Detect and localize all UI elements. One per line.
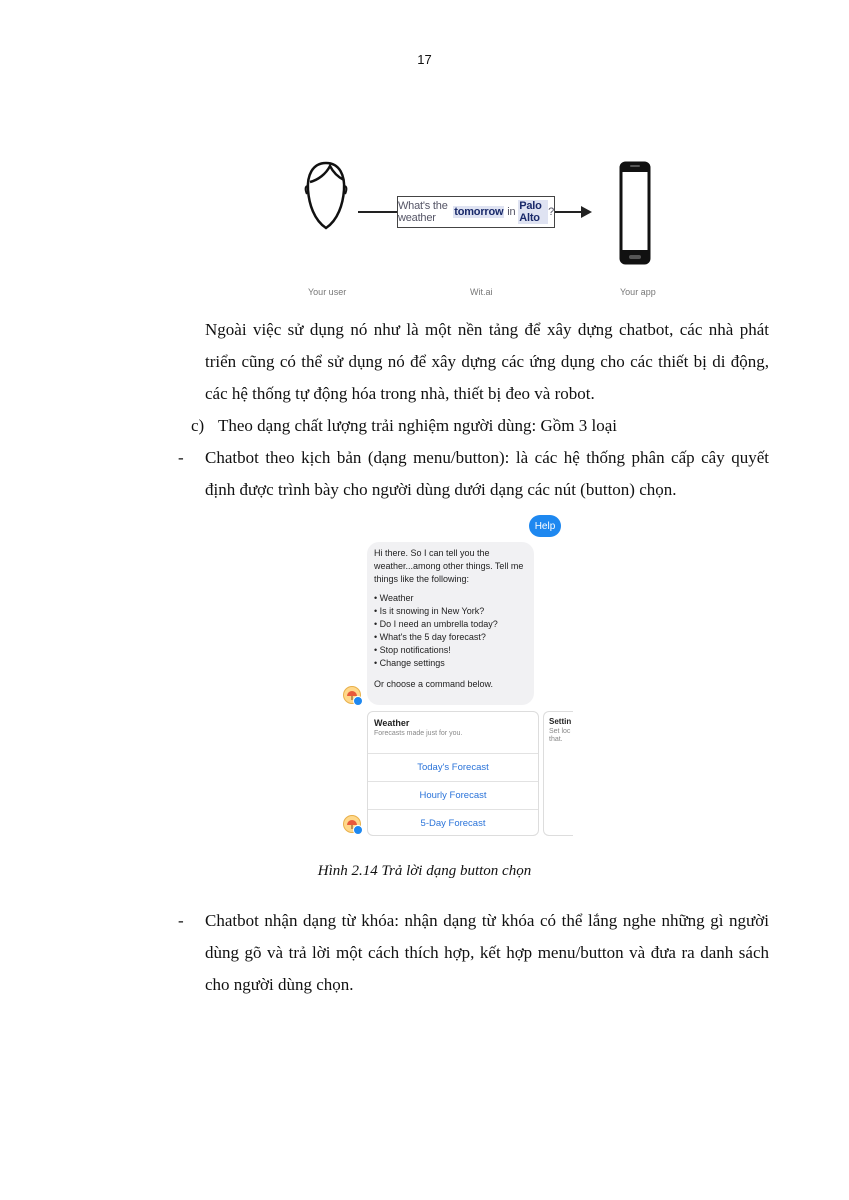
hourly-forecast-button[interactable]: Hourly Forecast <box>368 782 538 810</box>
list-item: • Weather <box>374 592 527 605</box>
five-day-forecast-button[interactable]: 5-Day Forecast <box>420 818 486 829</box>
user-head-icon <box>304 160 348 232</box>
page-number: 17 <box>417 52 432 67</box>
list-item-c-marker: c) <box>191 416 205 435</box>
bullet-2-text: Chatbot nhận dạng từ khóa: nhận dạng từ khóa có thể lắng nghe những gì người dùng gõ và trả lời một cách thích hợp, kết hợp menu/button và đưa ra danh sách cho người dùng chọn. <box>205 911 769 994</box>
bullet-1-text: Chatbot theo kịch bản (dạng menu/button): là các hệ thống phân cấp cây quyết định được trình bày cho người dùng dưới dạng các nút (button) chọn. <box>205 448 769 499</box>
bot-options-list <box>374 592 527 670</box>
query-suffix: ? <box>548 206 554 218</box>
arrow-right-icon <box>555 205 593 219</box>
figure-caption: Hình 2.14 Trả lời dạng button chọn <box>317 863 532 879</box>
query-prefix: What's the weather <box>398 200 448 224</box>
label-wit-ai: Wit.ai <box>470 287 493 297</box>
query-box <box>397 196 555 228</box>
bot-avatar-icon <box>343 815 361 833</box>
query-in: in <box>504 206 519 218</box>
arrow-line <box>358 205 398 219</box>
list-item: • What's the 5 day forecast? <box>374 631 527 644</box>
bullet-2-marker: - <box>178 911 184 930</box>
paragraph-intro: Ngoài việc sử dụng nó như là một nền tảng để xây dựng chatbot, các nhà phát triển cũng có thể sử dụng nó để xây dựng các ứng dụng cho các thiết bị di động, các hệ thống tự động hóa trong nhà, thiết bị đeo và robot. <box>205 320 769 403</box>
card-header <box>368 712 538 754</box>
list-item: • Do I need an umbrella today? <box>374 618 527 631</box>
bot-avatar-icon <box>343 686 361 704</box>
query-time-entity: tomorrow <box>454 206 504 218</box>
query-place-entity: Palo Alto <box>518 200 548 224</box>
label-your-app: Your app <box>620 287 656 297</box>
list-item: • Change settings <box>374 657 527 670</box>
help-button[interactable]: Help <box>529 515 561 537</box>
label-your-user: Your user <box>308 287 347 297</box>
list-item: • Stop notifications! <box>374 644 527 657</box>
weather-card <box>367 711 539 836</box>
settings-card-partial[interactable] <box>543 711 573 836</box>
phone-icon <box>618 160 652 266</box>
settings-card-title: Settin <box>549 717 572 726</box>
bot-message-bubble <box>367 542 534 705</box>
card-title: Weather <box>374 718 410 728</box>
bullet-1-marker: - <box>178 448 184 467</box>
todays-forecast-button[interactable]: Today's Forecast <box>368 754 538 782</box>
bot-intro-text: Hi there. So I can tell you the weather...among other things. Tell me things like the following: <box>374 548 524 584</box>
bot-outro-text: Or choose a command below. <box>374 679 494 689</box>
card-subtitle: Forecasts made just for you. <box>374 730 463 737</box>
settings-card-subtitle: Set loc that. <box>549 728 571 743</box>
list-item-c: Theo dạng chất lượng trải nghiệm người dùng: Gồm 3 loại <box>218 416 618 435</box>
list-item: • Is it snowing in New York? <box>374 605 527 618</box>
